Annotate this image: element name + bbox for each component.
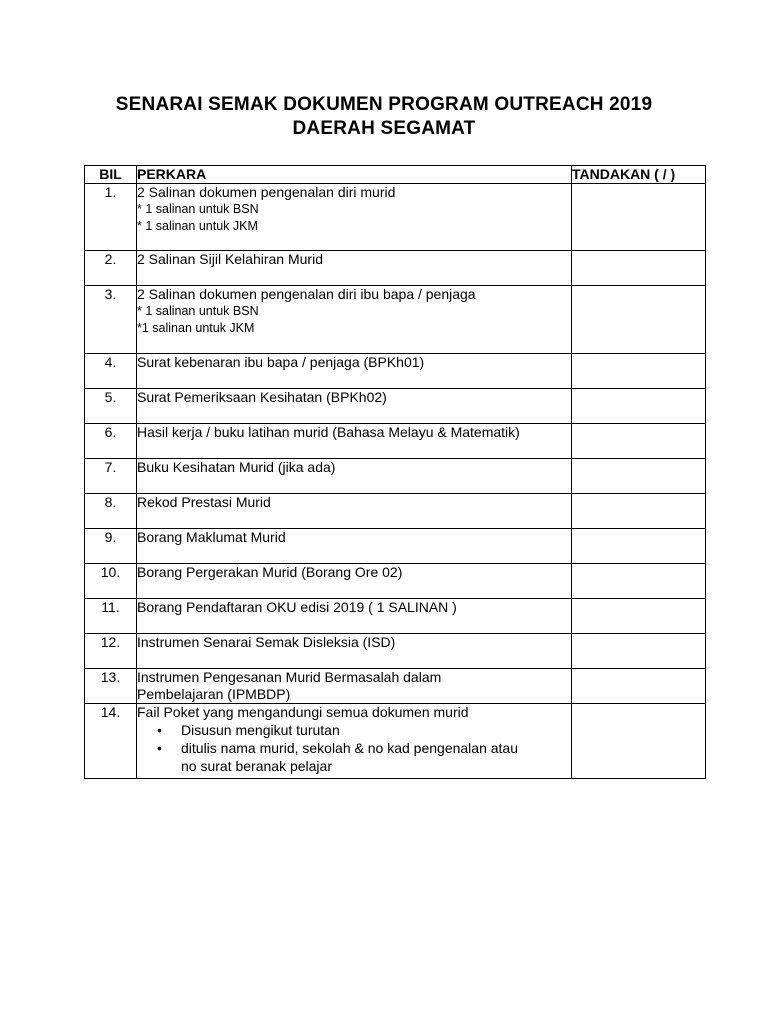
item-text: Borang Pendaftaran OKU edisi 2019 ( 1 SALINAN ): [137, 599, 457, 615]
row-item: [137, 704, 572, 779]
tick-cell[interactable]: [572, 354, 706, 389]
checklist-table: [84, 165, 706, 779]
table-row: [85, 564, 706, 599]
item-subnote: * 1 salinan untuk JKM: [137, 219, 258, 233]
row-item: [137, 459, 572, 494]
row-number: 12.: [85, 634, 137, 669]
row-number: 5.: [85, 389, 137, 424]
header-bil: BIL: [85, 166, 137, 184]
row-number: 13.: [85, 669, 137, 704]
row-item: [137, 354, 572, 389]
table-row: [85, 494, 706, 529]
bullet-text: Disusun mengikut turutan: [181, 722, 340, 738]
item-subnote: * 1 salinan untuk BSN: [137, 304, 259, 318]
header-perkara: PERKARA: [137, 166, 572, 184]
table-row: [85, 459, 706, 494]
table-row: [85, 184, 706, 251]
tick-cell[interactable]: [572, 564, 706, 599]
bullet-text: no surat beranak pelajar: [181, 758, 332, 774]
table-row: [85, 669, 706, 704]
title-line-2: DAERAH SEGAMAT: [292, 118, 476, 139]
item-text: 2 Salinan dokumen pengenalan diri murid: [137, 184, 396, 200]
row-item: [137, 599, 572, 634]
item-text: Instrumen Senarai Semak Disleksia (ISD): [137, 634, 396, 650]
tick-cell[interactable]: [572, 704, 706, 779]
bullet-text: ditulis nama murid, sekolah & no kad pengenalan atau: [181, 740, 518, 756]
item-text: Borang Maklumat Murid: [137, 529, 286, 545]
bullet-item: [137, 721, 571, 739]
row-item: [137, 251, 572, 286]
bullet-icon: •: [157, 722, 162, 738]
document-title: [0, 93, 768, 141]
tick-cell[interactable]: [572, 251, 706, 286]
table-row: [85, 529, 706, 564]
item-text: Buku Kesihatan Murid (jika ada): [137, 459, 336, 475]
bullet-item-continued: [137, 757, 571, 775]
row-item: [137, 424, 572, 459]
row-number: 3.: [85, 286, 137, 354]
row-number: 7.: [85, 459, 137, 494]
item-text: Hasil kerja / buku latihan murid (Bahasa Melayu & Matematik): [137, 424, 520, 440]
table-row: [85, 704, 706, 779]
table-row: [85, 286, 706, 354]
row-number: 10.: [85, 564, 137, 599]
table-row: [85, 251, 706, 286]
table-row: [85, 424, 706, 459]
tick-cell[interactable]: [572, 459, 706, 494]
bullet-item: [137, 739, 571, 757]
row-number: 11.: [85, 599, 137, 634]
tick-cell[interactable]: [572, 184, 706, 251]
item-subnote: * 1 salinan untuk BSN: [137, 202, 259, 216]
item-text: 2 Salinan dokumen pengenalan diri ibu bapa / penjaga: [137, 286, 476, 302]
item-text: Instrumen Pengesanan Murid Bermasalah dalam: [137, 669, 442, 685]
item-subnote: *1 salinan untuk JKM: [137, 321, 255, 335]
row-item: [137, 564, 572, 599]
row-item: [137, 669, 572, 704]
bullet-list: [137, 721, 571, 775]
row-item: [137, 634, 572, 669]
table-header-row: [85, 166, 706, 184]
item-text: Surat kebenaran ibu bapa / penjaga (BPKh01): [137, 354, 425, 370]
title-line-1: SENARAI SEMAK DOKUMEN PROGRAM OUTREACH 2019: [115, 94, 653, 115]
tick-cell[interactable]: [572, 599, 706, 634]
item-text: Surat Pemeriksaan Kesihatan (BPKh02): [137, 389, 387, 405]
row-item: [137, 389, 572, 424]
tick-cell[interactable]: [572, 389, 706, 424]
table-row: [85, 389, 706, 424]
row-item: [137, 494, 572, 529]
row-number: 14.: [85, 704, 137, 779]
tick-cell[interactable]: [572, 494, 706, 529]
tick-cell[interactable]: [572, 424, 706, 459]
item-text-continued: Pembelajaran (IPMBDP): [137, 686, 291, 702]
row-number: 4.: [85, 354, 137, 389]
row-number: 6.: [85, 424, 137, 459]
row-item: [137, 286, 572, 354]
table-row: [85, 599, 706, 634]
item-text: Rekod Prestasi Murid: [137, 494, 271, 510]
item-text: 2 Salinan Sijil Kelahiran Murid: [137, 251, 323, 267]
tick-cell[interactable]: [572, 669, 706, 704]
row-item: [137, 529, 572, 564]
bullet-icon: •: [157, 740, 162, 756]
row-number: 9.: [85, 529, 137, 564]
tick-cell[interactable]: [572, 634, 706, 669]
tick-cell[interactable]: [572, 286, 706, 354]
tick-cell[interactable]: [572, 529, 706, 564]
item-text: Fail Poket yang mengandungi semua dokumen murid: [137, 704, 469, 720]
header-tandakan: TANDAKAN ( / ): [572, 166, 706, 184]
row-number: 2.: [85, 251, 137, 286]
row-number: 8.: [85, 494, 137, 529]
table-row: [85, 634, 706, 669]
item-text: Borang Pergerakan Murid (Borang Ore 02): [137, 564, 403, 580]
row-item: [137, 184, 572, 251]
table-row: [85, 354, 706, 389]
row-number: 1.: [85, 184, 137, 251]
